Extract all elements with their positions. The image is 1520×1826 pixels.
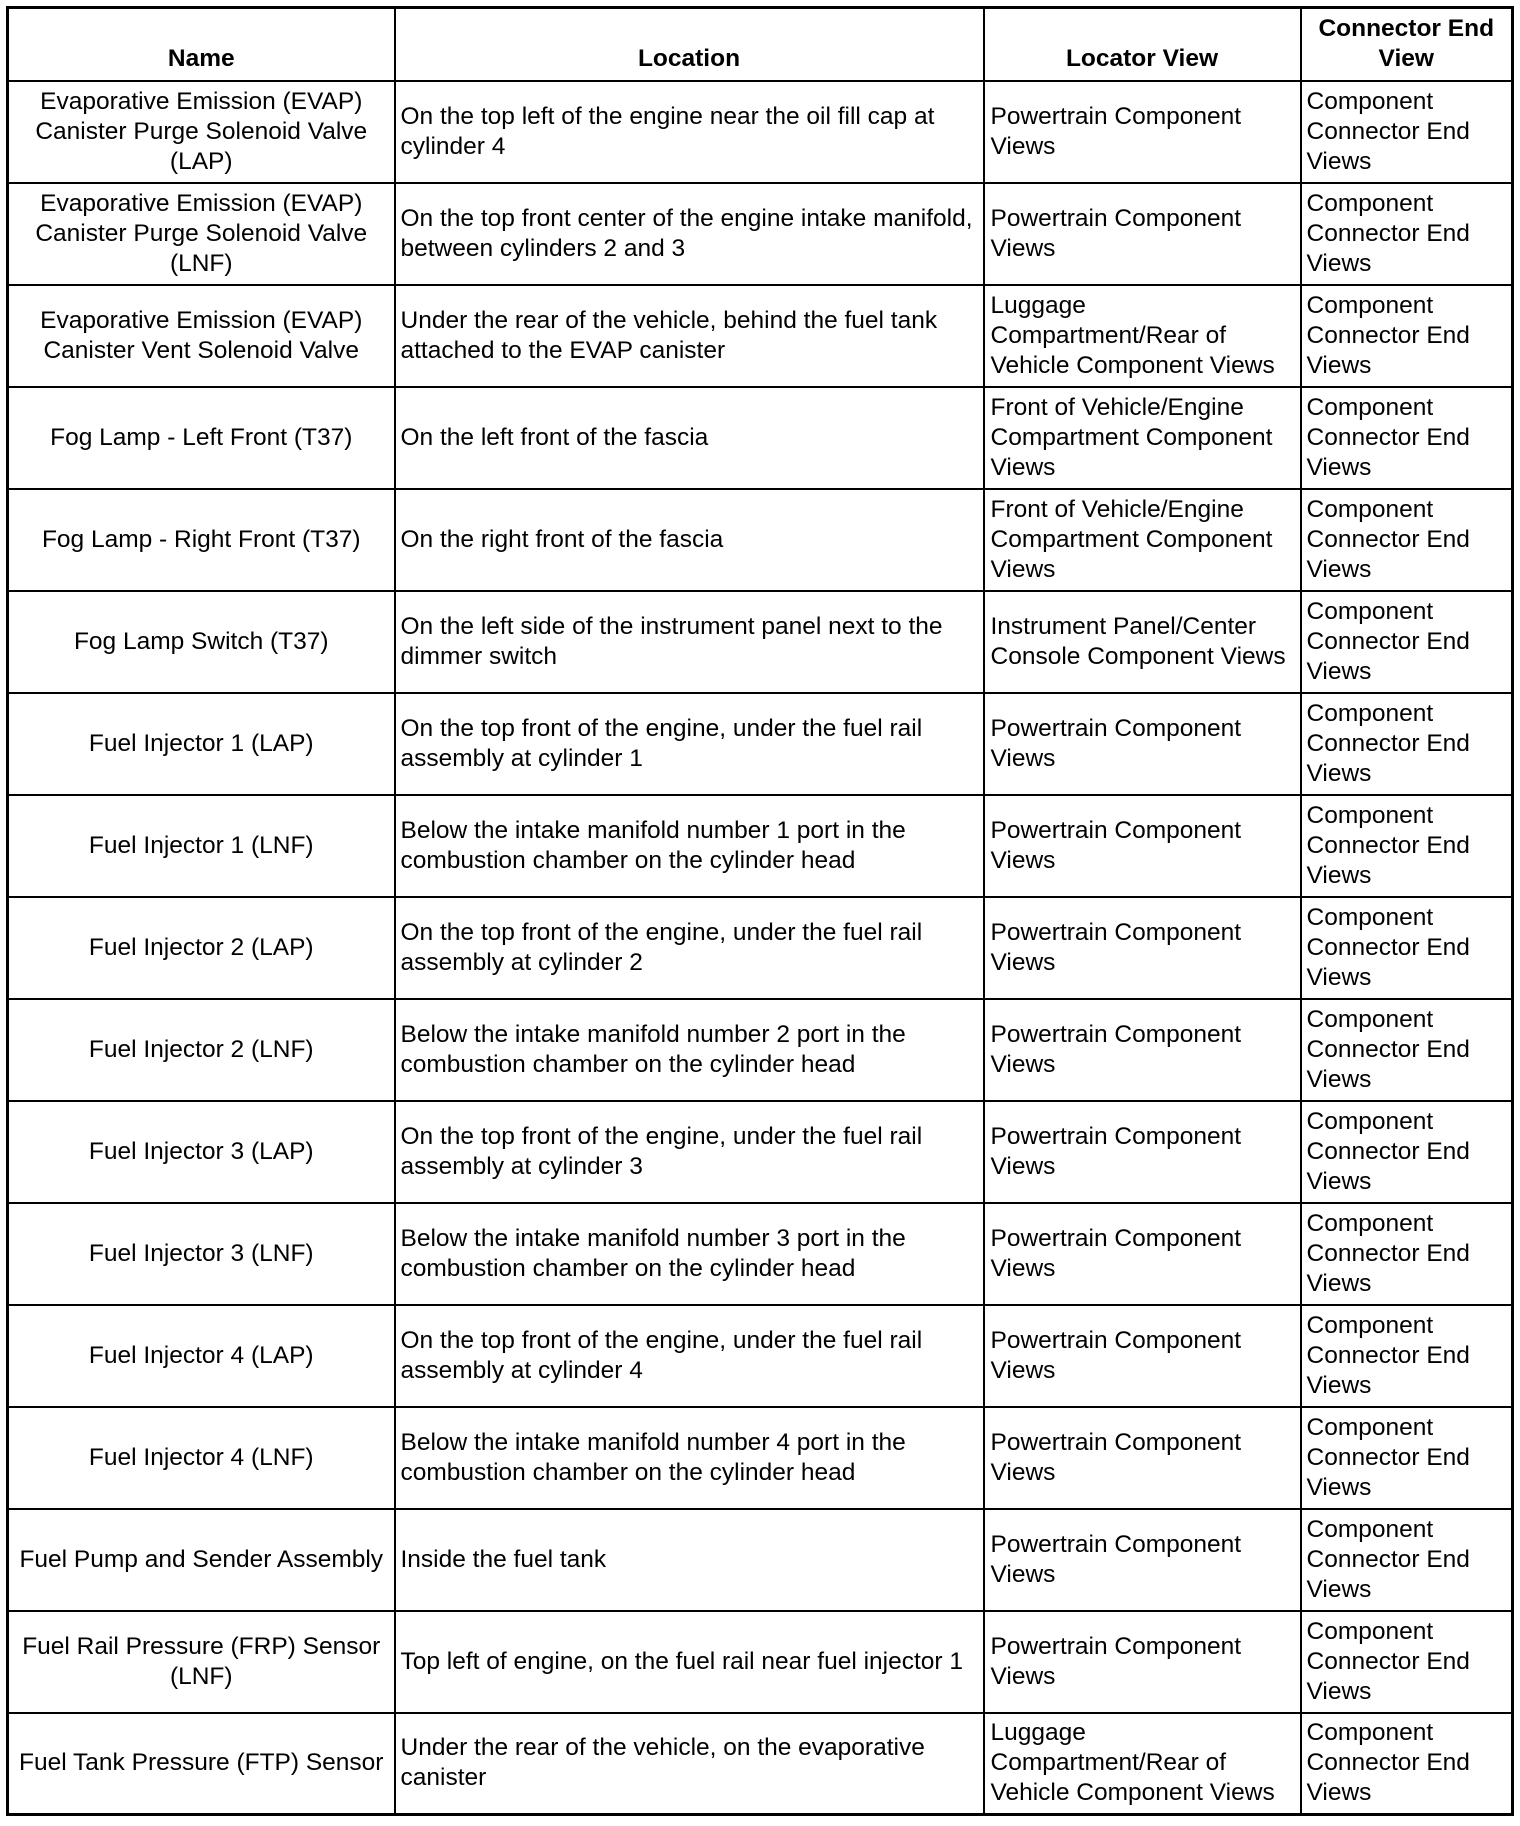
cell-location: Inside the fuel tank — [395, 1509, 984, 1611]
cell-name: Evaporative Emission (EVAP) Canister Purge Solenoid Valve (LNF) — [8, 183, 395, 285]
cell-connector-end-view: Component Connector End Views — [1301, 1407, 1513, 1509]
cell-locator-view: Luggage Compartment/Rear of Vehicle Component Views — [984, 1713, 1301, 1815]
cell-connector-end-view: Component Connector End Views — [1301, 897, 1513, 999]
cell-connector-end-view: Component Connector End Views — [1301, 1509, 1513, 1611]
cell-location: Below the intake manifold number 3 port in the combustion chamber on the cylinder head — [395, 1203, 984, 1305]
cell-connector-end-view: Component Connector End Views — [1301, 591, 1513, 693]
cell-locator-view: Powertrain Component Views — [984, 1611, 1301, 1713]
cell-location: Below the intake manifold number 4 port in the combustion chamber on the cylinder head — [395, 1407, 984, 1509]
cell-locator-view: Powertrain Component Views — [984, 1305, 1301, 1407]
cell-connector-end-view: Component Connector End Views — [1301, 999, 1513, 1101]
cell-connector-end-view: Component Connector End Views — [1301, 489, 1513, 591]
cell-connector-end-view: Component Connector End Views — [1301, 387, 1513, 489]
cell-location: On the top front of the engine, under the fuel rail assembly at cylinder 2 — [395, 897, 984, 999]
cell-connector-end-view: Component Connector End Views — [1301, 1713, 1513, 1815]
cell-connector-end-view: Component Connector End Views — [1301, 1203, 1513, 1305]
cell-location: On the top front of the engine, under the fuel rail assembly at cylinder 1 — [395, 693, 984, 795]
table-row — [8, 387, 1513, 489]
header-connector-end-view: Connector End View — [1301, 8, 1513, 81]
cell-name: Fuel Tank Pressure (FTP) Sensor — [8, 1713, 395, 1815]
table-row — [8, 1305, 1513, 1407]
cell-name: Fuel Injector 1 (LNF) — [8, 795, 395, 897]
cell-name: Fuel Injector 1 (LAP) — [8, 693, 395, 795]
header-locator-view: Locator View — [984, 8, 1301, 81]
cell-name: Fog Lamp - Right Front (T37) — [8, 489, 395, 591]
table-row — [8, 183, 1513, 285]
cell-connector-end-view: Component Connector End Views — [1301, 81, 1513, 183]
cell-name: Fuel Injector 4 (LNF) — [8, 1407, 395, 1509]
cell-locator-view: Powertrain Component Views — [984, 999, 1301, 1101]
table-row — [8, 897, 1513, 999]
cell-location: Below the intake manifold number 2 port in the combustion chamber on the cylinder head — [395, 999, 984, 1101]
cell-connector-end-view: Component Connector End Views — [1301, 795, 1513, 897]
cell-locator-view: Luggage Compartment/Rear of Vehicle Component Views — [984, 285, 1301, 387]
cell-name: Evaporative Emission (EVAP) Canister Vent Solenoid Valve — [8, 285, 395, 387]
table-row — [8, 81, 1513, 183]
cell-locator-view: Powertrain Component Views — [984, 795, 1301, 897]
table-row — [8, 1101, 1513, 1203]
table-row — [8, 1203, 1513, 1305]
cell-locator-view: Powertrain Component Views — [984, 183, 1301, 285]
cell-locator-view: Powertrain Component Views — [984, 1407, 1301, 1509]
header-location: Location — [395, 8, 984, 81]
cell-location: Below the intake manifold number 1 port in the combustion chamber on the cylinder head — [395, 795, 984, 897]
cell-location: Top left of engine, on the fuel rail near fuel injector 1 — [395, 1611, 984, 1713]
cell-name: Fuel Injector 2 (LAP) — [8, 897, 395, 999]
component-locator-table — [6, 6, 1514, 1816]
cell-location: Under the rear of the vehicle, behind the fuel tank attached to the EVAP canister — [395, 285, 984, 387]
cell-connector-end-view: Component Connector End Views — [1301, 1611, 1513, 1713]
cell-location: On the top front of the engine, under the fuel rail assembly at cylinder 4 — [395, 1305, 984, 1407]
cell-name: Fog Lamp - Left Front (T37) — [8, 387, 395, 489]
cell-location: On the top front center of the engine intake manifold, between cylinders 2 and 3 — [395, 183, 984, 285]
table-row — [8, 1407, 1513, 1509]
cell-locator-view: Powertrain Component Views — [984, 693, 1301, 795]
cell-location: On the right front of the fascia — [395, 489, 984, 591]
cell-locator-view: Powertrain Component Views — [984, 81, 1301, 183]
cell-locator-view: Powertrain Component Views — [984, 897, 1301, 999]
cell-connector-end-view: Component Connector End Views — [1301, 1305, 1513, 1407]
table-row — [8, 693, 1513, 795]
cell-locator-view: Front of Vehicle/Engine Compartment Component Views — [984, 387, 1301, 489]
table-row — [8, 1509, 1513, 1611]
cell-name: Fuel Rail Pressure (FRP) Sensor (LNF) — [8, 1611, 395, 1713]
cell-connector-end-view: Component Connector End Views — [1301, 183, 1513, 285]
cell-locator-view: Powertrain Component Views — [984, 1203, 1301, 1305]
cell-name: Fuel Injector 2 (LNF) — [8, 999, 395, 1101]
cell-connector-end-view: Component Connector End Views — [1301, 285, 1513, 387]
table-header-row — [8, 8, 1513, 81]
cell-name: Fuel Pump and Sender Assembly — [8, 1509, 395, 1611]
table-body — [8, 81, 1513, 1815]
table-row — [8, 1611, 1513, 1713]
cell-name: Fog Lamp Switch (T37) — [8, 591, 395, 693]
cell-location: On the left front of the fascia — [395, 387, 984, 489]
table-row — [8, 285, 1513, 387]
table-row — [8, 1713, 1513, 1815]
table-row — [8, 591, 1513, 693]
cell-location: Under the rear of the vehicle, on the evaporative canister — [395, 1713, 984, 1815]
cell-name: Fuel Injector 4 (LAP) — [8, 1305, 395, 1407]
cell-location: On the top left of the engine near the oil fill cap at cylinder 4 — [395, 81, 984, 183]
cell-locator-view: Powertrain Component Views — [984, 1101, 1301, 1203]
table-row — [8, 795, 1513, 897]
cell-location: On the top front of the engine, under the fuel rail assembly at cylinder 3 — [395, 1101, 984, 1203]
header-name: Name — [8, 8, 395, 81]
cell-name: Fuel Injector 3 (LNF) — [8, 1203, 395, 1305]
cell-name: Fuel Injector 3 (LAP) — [8, 1101, 395, 1203]
cell-location: On the left side of the instrument panel next to the dimmer switch — [395, 591, 984, 693]
component-locator-table-container — [6, 6, 1514, 1816]
cell-name: Evaporative Emission (EVAP) Canister Purge Solenoid Valve (LAP) — [8, 81, 395, 183]
table-row — [8, 489, 1513, 591]
cell-locator-view: Front of Vehicle/Engine Compartment Component Views — [984, 489, 1301, 591]
table-row — [8, 999, 1513, 1101]
cell-locator-view: Powertrain Component Views — [984, 1509, 1301, 1611]
cell-connector-end-view: Component Connector End Views — [1301, 1101, 1513, 1203]
cell-connector-end-view: Component Connector End Views — [1301, 693, 1513, 795]
cell-locator-view: Instrument Panel/Center Console Component Views — [984, 591, 1301, 693]
